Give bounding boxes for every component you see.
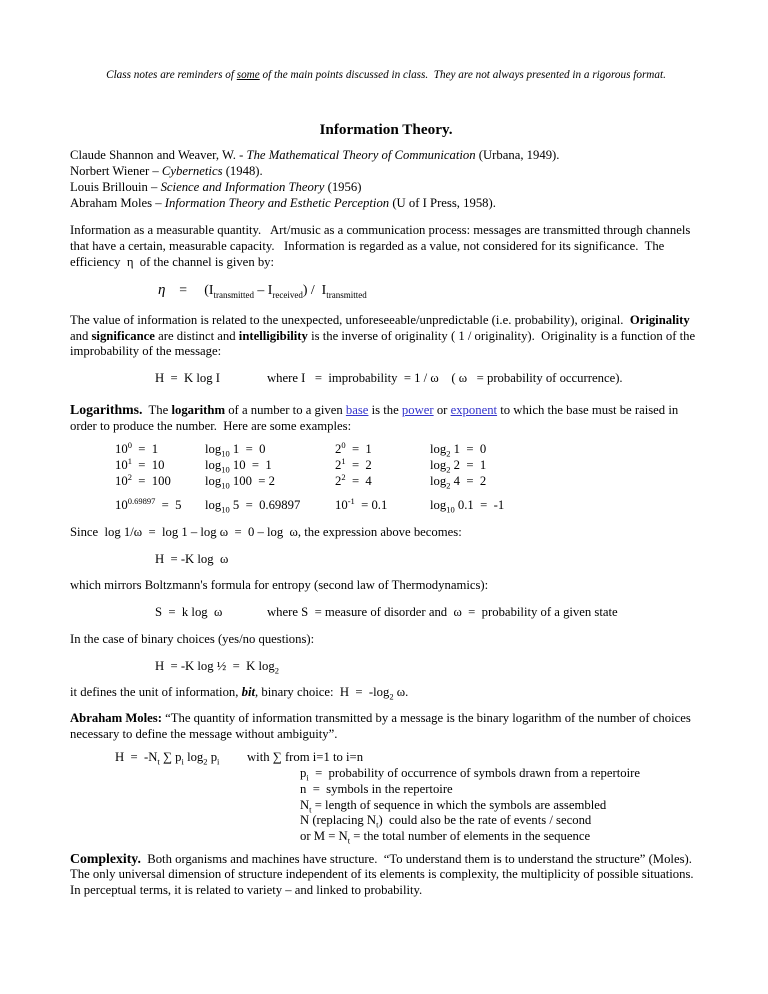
table-cell: $\log_2 1 = 0$ bbox=[430, 442, 487, 459]
table-row bbox=[115, 498, 702, 514]
formula-h-klogi: H = K log I where I = improbability = 1 / ω ( ω = probability of occurrence). bbox=[155, 371, 623, 386]
formula-efficiency: η = $(I_{transmitted} - I_{received}) / I_{transmitted}$ bbox=[158, 282, 367, 301]
table-cell: $2^2 = 4$ bbox=[335, 471, 372, 488]
table-cell: $10^{-1} = 0.1$ bbox=[335, 496, 388, 513]
eta-symbol: η bbox=[158, 282, 166, 299]
bit-term: bit bbox=[241, 685, 256, 700]
table-cell: $\log_{10} 1 = 0$ bbox=[205, 442, 266, 459]
link-base[interactable]: base bbox=[345, 402, 369, 417]
complexity-paragraph: Complexity. Both organisms and machines have structure. “To understand them is to understand the structure” (Moles). The only universal dimension of structure independent of its elements is complexity, the multiplicity of possible situations. In perceptual terms, it is related to variety – and linked to probability. bbox=[70, 850, 697, 898]
table-cell: $10^1 = 10$ bbox=[115, 455, 165, 472]
definition-line: $p_i$ = probability of occurrence of symbols drawn from a repertoire bbox=[300, 766, 640, 783]
bit-definition-line: it defines the unit of information, bit, binary choice: $H = -\log_2$ ω. bbox=[70, 685, 409, 702]
boltzmann-line: which mirrors Boltzmann's formula for entropy (second law of Thermodynamics): bbox=[70, 578, 489, 593]
formula-moles-lhs: $H = -N_t$ ∑ $p_i$ $\log_2 p_i$ bbox=[115, 750, 220, 767]
table-row bbox=[115, 455, 702, 475]
book-title: Science and Information Theory bbox=[160, 179, 325, 194]
table-row bbox=[115, 442, 702, 458]
disclaimer-text: Class notes are reminders of bbox=[106, 69, 237, 81]
table-cell: $\log_{10} 5 = 0.69897$ bbox=[205, 498, 301, 515]
definition-line: n = symbols in the repertoire bbox=[300, 781, 453, 796]
sum-range: with ∑ from i=1 to i=n bbox=[247, 750, 364, 765]
reference-item: Abraham Moles – Information Theory and Esthetic Perception (U of I Press, 1958). bbox=[70, 195, 496, 210]
moles-name: Abraham Moles: bbox=[70, 710, 162, 725]
definition-line: N (replacing $N_t$) could also be the rate of events / second bbox=[300, 813, 592, 830]
table-cell: $10^0 = 1$ bbox=[115, 440, 159, 457]
table-cell: $2^1 = 2$ bbox=[335, 455, 372, 472]
book-title: The Mathematical Theory of Communication bbox=[246, 148, 476, 163]
table-cell: $\log_{10} 0.1 = -1$ bbox=[430, 498, 505, 515]
disclaimer-text: of the main points discussed in class. They are not always presented in a rigorous format. bbox=[259, 69, 666, 81]
formula-entropy: S = k log ω where S = measure of disorder and ω = probability of a given state bbox=[155, 605, 618, 620]
book-title: Cybernetics bbox=[161, 164, 223, 179]
disclaimer-note bbox=[70, 68, 702, 84]
disclaimer-underlined-word: some bbox=[236, 69, 260, 81]
intro-paragraph: Information as a measurable quantity. Art/music as a communication process: messages are transmitted through channels that have a certain, measurable capacity. Information is regarded as a value, not considered for its significance. The efficiency η of the channel is given by: bbox=[70, 223, 694, 269]
book-title: Information Theory and Esthetic Perception bbox=[164, 195, 390, 210]
table-cell: $10^{0.69897} = 5$ bbox=[115, 496, 182, 513]
reference-item: Louis Brillouin – Science and Information Theory (1956) bbox=[70, 179, 362, 194]
table-cell: $\log_{10} 10 = 1$ bbox=[205, 457, 272, 475]
table-row bbox=[115, 471, 702, 491]
link-exponent[interactable]: exponent bbox=[450, 402, 498, 417]
table-cell: $\log_2 2 = 1$ bbox=[430, 457, 487, 475]
reference-item: Norbert Wiener – Cybernetics (1948). bbox=[70, 164, 263, 179]
binary-choices-line: In the case of binary choices (yes/no questions): bbox=[70, 631, 315, 646]
moles-paragraph: Abraham Moles: “The quantity of information transmitted by a message is the binary logarithm of the number of choices necessary to define the message without ambiguity”. bbox=[70, 710, 695, 741]
formula-moles bbox=[115, 750, 702, 766]
logarithms-paragraph: Logarithms. The logarithm of a number to a given base is the power or exponent to which the base must be raised in order to produce the number. Here are some examples: bbox=[70, 401, 682, 433]
formula-binary: H = -K log ½ = K $\log_2$ bbox=[155, 658, 279, 676]
table-cell: $\log_2 4 = 2$ bbox=[430, 473, 487, 491]
value-paragraph: The value of information is related to the unexpected, unforeseeable/unpredictable (i.e. probability), original. Originality and significance are distinct and intelligibility is the inverse of originality ( 1 / originality). Originality is a function of the improbability of the message: bbox=[70, 313, 699, 359]
since-line: Since log 1/ω = log 1 – log ω = 0 – log ω, the expression above becomes: bbox=[70, 525, 462, 540]
table-cell: $2^0 = 1$ bbox=[335, 440, 372, 457]
link-power[interactable]: power bbox=[401, 402, 434, 417]
section-header-logarithms: Logarithms. bbox=[70, 401, 143, 417]
table-cell: $\log_{10} 100 = 2$ bbox=[205, 473, 275, 491]
table-cell: $10^2 = 100$ bbox=[115, 471, 171, 488]
page-title: Information Theory. bbox=[319, 120, 453, 138]
reference-item: Claude Shannon and Weaver, W. - The Mathematical Theory of Communication (Urbana, 1949). bbox=[70, 148, 560, 163]
definition-line: or $M = N_t$ = the total number of elements in the sequence bbox=[300, 828, 591, 846]
log-examples-table bbox=[115, 442, 702, 514]
definition-line: $N_t$ = length of sequence in which the symbols are assembled bbox=[300, 797, 607, 815]
formula-h-neg-klog: H = -K log ω bbox=[155, 551, 229, 566]
reference-list bbox=[70, 148, 702, 211]
section-header-complexity: Complexity. bbox=[70, 850, 141, 866]
